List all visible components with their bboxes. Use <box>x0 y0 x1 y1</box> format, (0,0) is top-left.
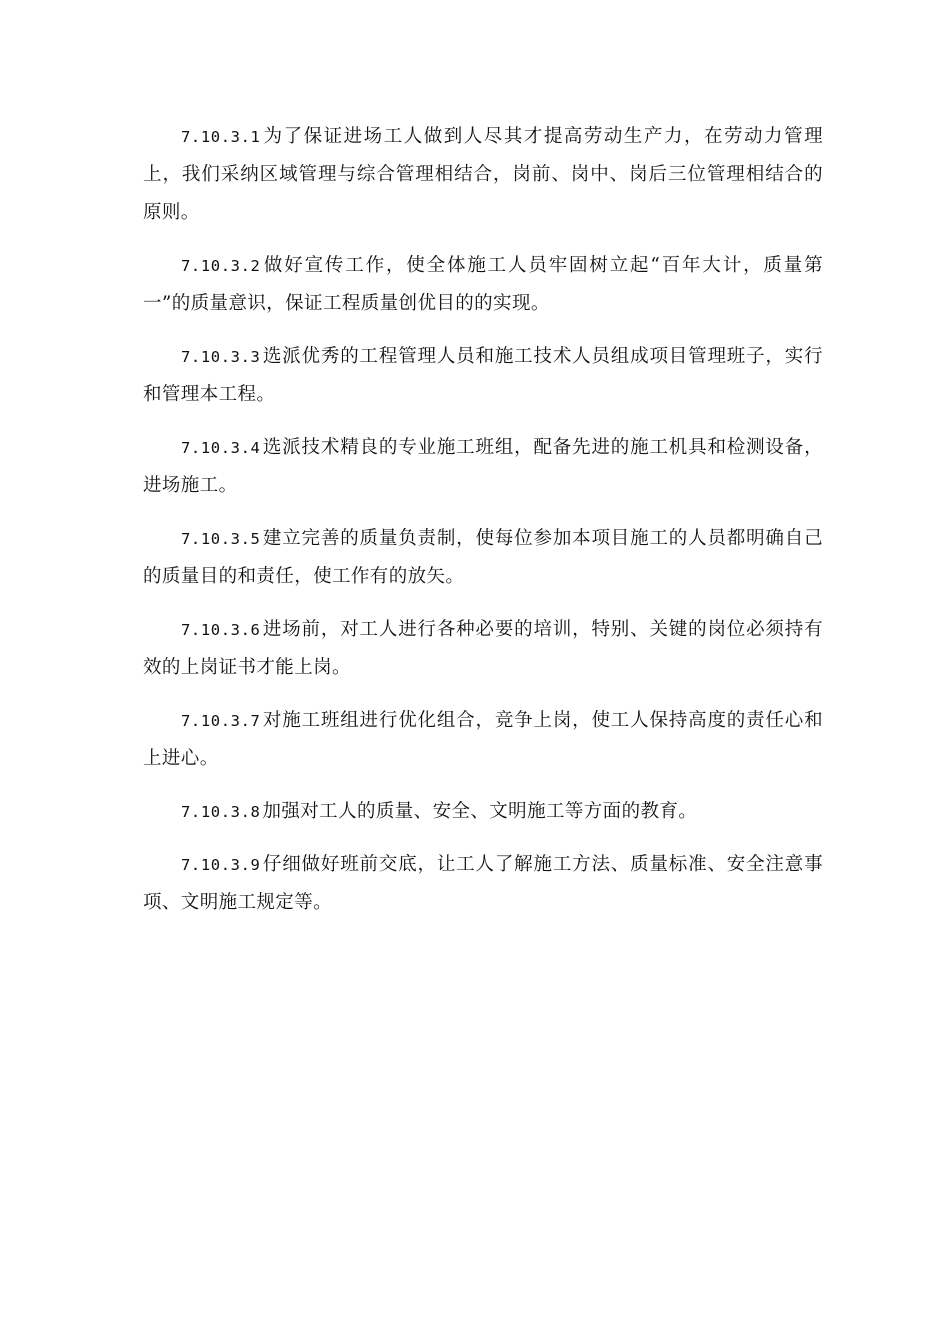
paragraph-7-10-3-3 <box>143 338 823 414</box>
clause-number: 7.10.3.1 <box>181 128 261 146</box>
paragraph-7-10-3-6 <box>143 611 823 687</box>
paragraph-text: 建立完善的质量负责制，使每位参加本项目施工的人员都明确自己的质量目的和责任，使工作有的放矢。 <box>143 528 823 587</box>
paragraph-text: 为了保证进场工人做到人尽其才提高劳动生产力，在劳动力管理上，我们采纳区域管理与综合管理相结合，岗前、岗中、岗后三位管理相结合的原则。 <box>143 126 823 223</box>
paragraph-7-10-3-9 <box>143 846 823 922</box>
clause-number: 7.10.3.7 <box>181 712 261 730</box>
paragraph-text: 对施工班组进行优化组合，竞争上岗，使工人保持高度的责任心和上进心。 <box>143 710 823 769</box>
paragraph-7-10-3-5 <box>143 520 823 596</box>
paragraph-text: 做好宣传工作，使全体施工人员牢固树立起“百年大计，质量第一”的质量意识，保证工程质量创优目的的实现。 <box>143 255 823 314</box>
paragraph-text: 选派技术精良的专业施工班组，配备先进的施工机具和检测设备，进场施工。 <box>143 437 823 496</box>
paragraph-text: 选派优秀的工程管理人员和施工技术人员组成项目管理班子，实行和管理本工程。 <box>143 346 823 405</box>
paragraph-7-10-3-2 <box>143 247 823 323</box>
paragraph-text: 进场前，对工人进行各种必要的培训，特别、关键的岗位必须持有效的上岗证书才能上岗。 <box>143 619 823 678</box>
clause-number: 7.10.3.5 <box>181 530 261 548</box>
document-body <box>143 118 823 937</box>
paragraph-7-10-3-7 <box>143 702 823 778</box>
clause-number: 7.10.3.2 <box>181 257 261 275</box>
clause-number: 7.10.3.8 <box>181 803 261 821</box>
paragraph-7-10-3-8 <box>143 793 823 831</box>
paragraph-text: 加强对工人的质量、安全、文明施工等方面的教育。 <box>262 801 698 822</box>
paragraph-7-10-3-1 <box>143 118 823 232</box>
clause-number: 7.10.3.4 <box>181 439 261 457</box>
clause-number: 7.10.3.3 <box>181 348 261 366</box>
paragraph-7-10-3-4 <box>143 429 823 505</box>
clause-number: 7.10.3.9 <box>181 856 261 874</box>
paragraph-text: 仔细做好班前交底，让工人了解施工方法、质量标准、安全注意事项、文明施工规定等。 <box>143 854 823 913</box>
clause-number: 7.10.3.6 <box>181 621 261 639</box>
